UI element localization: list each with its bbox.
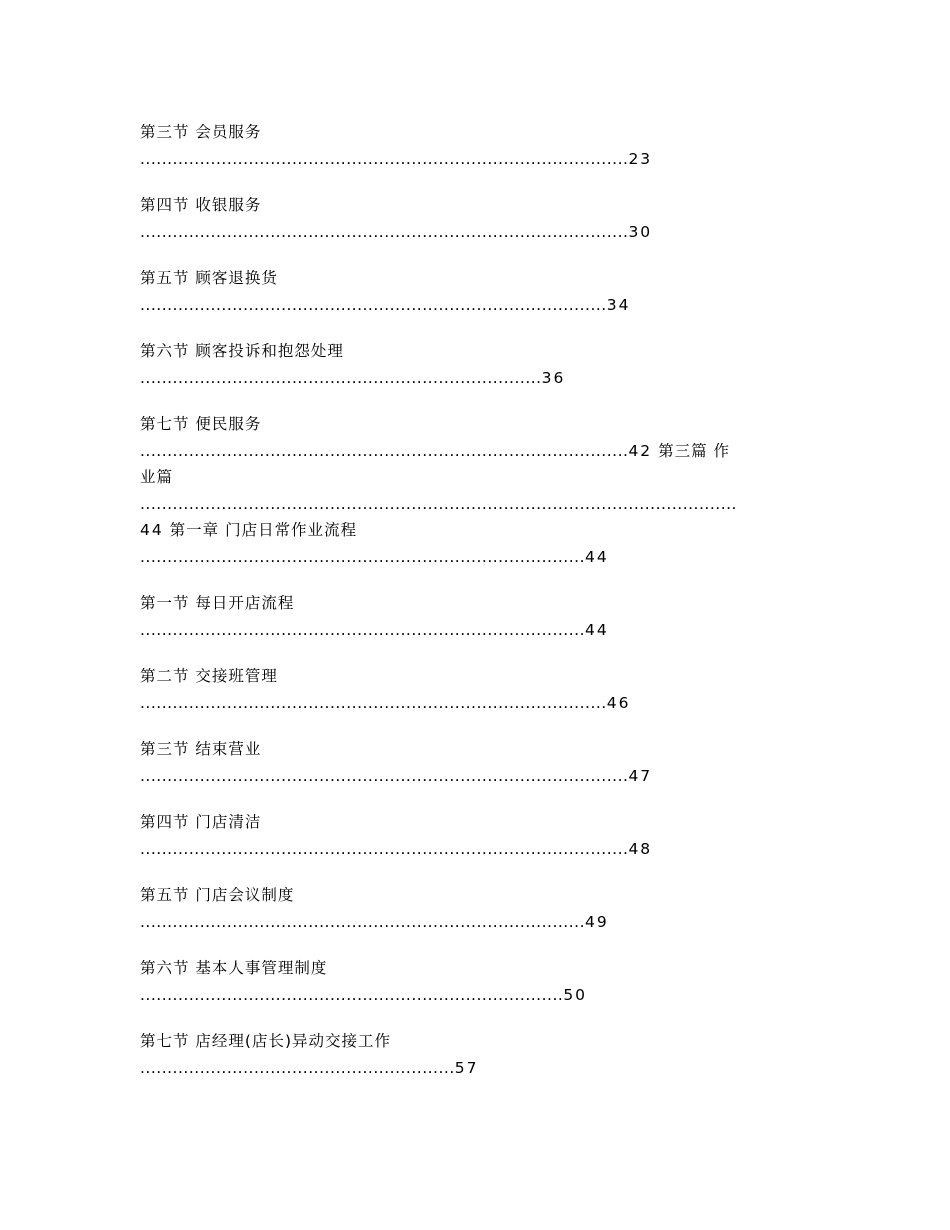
toc-entry-shift-handover xyxy=(140,663,820,716)
toc-entry-leader xyxy=(140,438,820,465)
toc-entry-leader xyxy=(140,146,820,173)
leader-dots: ...................................................................................... xyxy=(140,295,607,314)
toc-entry-leader xyxy=(140,365,820,392)
page-number: 46 xyxy=(606,693,631,712)
page-number: 30 xyxy=(628,222,653,241)
toc-entry-convenience-service xyxy=(140,411,820,570)
leader-dots: .......................................................................................... xyxy=(140,766,629,785)
page-number: 23 xyxy=(628,149,653,168)
leader-dots: .................................................................................. xyxy=(140,912,586,931)
leader-dots: .................................................................................. xyxy=(140,547,586,566)
page-number: 48 xyxy=(628,839,653,858)
toc-entry-title: 第四节 收银服务 xyxy=(140,196,262,214)
part-heading-fragment: 第三篇 作 xyxy=(658,441,731,460)
leader-dots: .......................................................................... xyxy=(140,368,542,387)
toc-entry-closing xyxy=(140,736,820,789)
page-number: 36 xyxy=(541,368,566,387)
leader-dots: .......................................................................................... xyxy=(140,839,629,858)
toc-entry-leader xyxy=(140,982,820,1009)
leader-dots: ...................................................................................... xyxy=(140,693,607,712)
page-number: 47 xyxy=(628,766,653,785)
toc-entry-title: 第七节 便民服务 xyxy=(140,415,262,433)
toc-entry-title: 第三节 会员服务 xyxy=(140,123,262,141)
toc-entry-leader xyxy=(140,836,820,863)
chapter-heading-line xyxy=(140,517,820,544)
toc-entry-title: 第二节 交接班管理 xyxy=(140,667,278,685)
toc-entry-daily-opening xyxy=(140,590,820,643)
toc-entry-returns xyxy=(140,265,820,318)
toc-entry-title: 第七节 店经理(店长)异动交接工作 xyxy=(140,1032,392,1050)
table-of-contents xyxy=(140,119,820,1101)
toc-entry-leader xyxy=(140,544,820,571)
toc-entry-member-service xyxy=(140,119,820,172)
toc-entry-personnel xyxy=(140,955,820,1008)
toc-entry-leader xyxy=(140,219,820,246)
toc-entry-title: 第五节 顾客退换货 xyxy=(140,269,278,287)
toc-entry-leader xyxy=(140,909,820,936)
toc-entry-complaints xyxy=(140,338,820,391)
leader-dots: .......................................................................................... xyxy=(140,441,629,460)
page-number: 57 xyxy=(454,1058,479,1077)
toc-entry-cashier-service xyxy=(140,192,820,245)
page-number: 34 xyxy=(606,295,631,314)
toc-entry-title: 第六节 基本人事管理制度 xyxy=(140,959,328,977)
toc-entry-leader xyxy=(140,763,820,790)
leader-dots: .............................................................................. xyxy=(140,985,564,1004)
toc-entry-title: 第五节 门店会议制度 xyxy=(140,886,295,904)
leader-dots: .......................................................................................... xyxy=(140,149,629,168)
page-number: 44 xyxy=(140,521,164,539)
toc-entry-title: 第四节 门店清洁 xyxy=(140,813,262,831)
toc-entry-leader xyxy=(140,491,820,518)
toc-entry-title: 第一节 每日开店流程 xyxy=(140,594,295,612)
toc-entry-leader xyxy=(140,1055,820,1082)
leader-dots: .......................................................................................... xyxy=(140,222,629,241)
page-number: 44 xyxy=(585,620,609,639)
toc-entry-leader xyxy=(140,617,820,644)
toc-entry-cleaning xyxy=(140,809,820,862)
toc-entry-title: 第六节 顾客投诉和抱怨处理 xyxy=(140,342,344,360)
leader-dots: .............................................................................................................. xyxy=(140,494,737,513)
page-number: 42 xyxy=(628,441,653,460)
page-number: 50 xyxy=(563,985,588,1004)
toc-entry-leader xyxy=(140,690,820,717)
toc-entry-title: 第三节 结束营业 xyxy=(140,740,262,758)
leader-dots: .......................................................... xyxy=(140,1058,455,1077)
part-heading-continuation: 业篇 xyxy=(140,468,174,486)
page-number: 44 xyxy=(585,547,609,566)
toc-entry-meetings xyxy=(140,882,820,935)
toc-entry-manager-handover xyxy=(140,1028,820,1081)
page-number: 49 xyxy=(585,912,609,931)
leader-dots: .................................................................................. xyxy=(140,620,586,639)
chapter-title: 第一章 门店日常作业流程 xyxy=(169,521,358,539)
toc-entry-leader xyxy=(140,292,820,319)
